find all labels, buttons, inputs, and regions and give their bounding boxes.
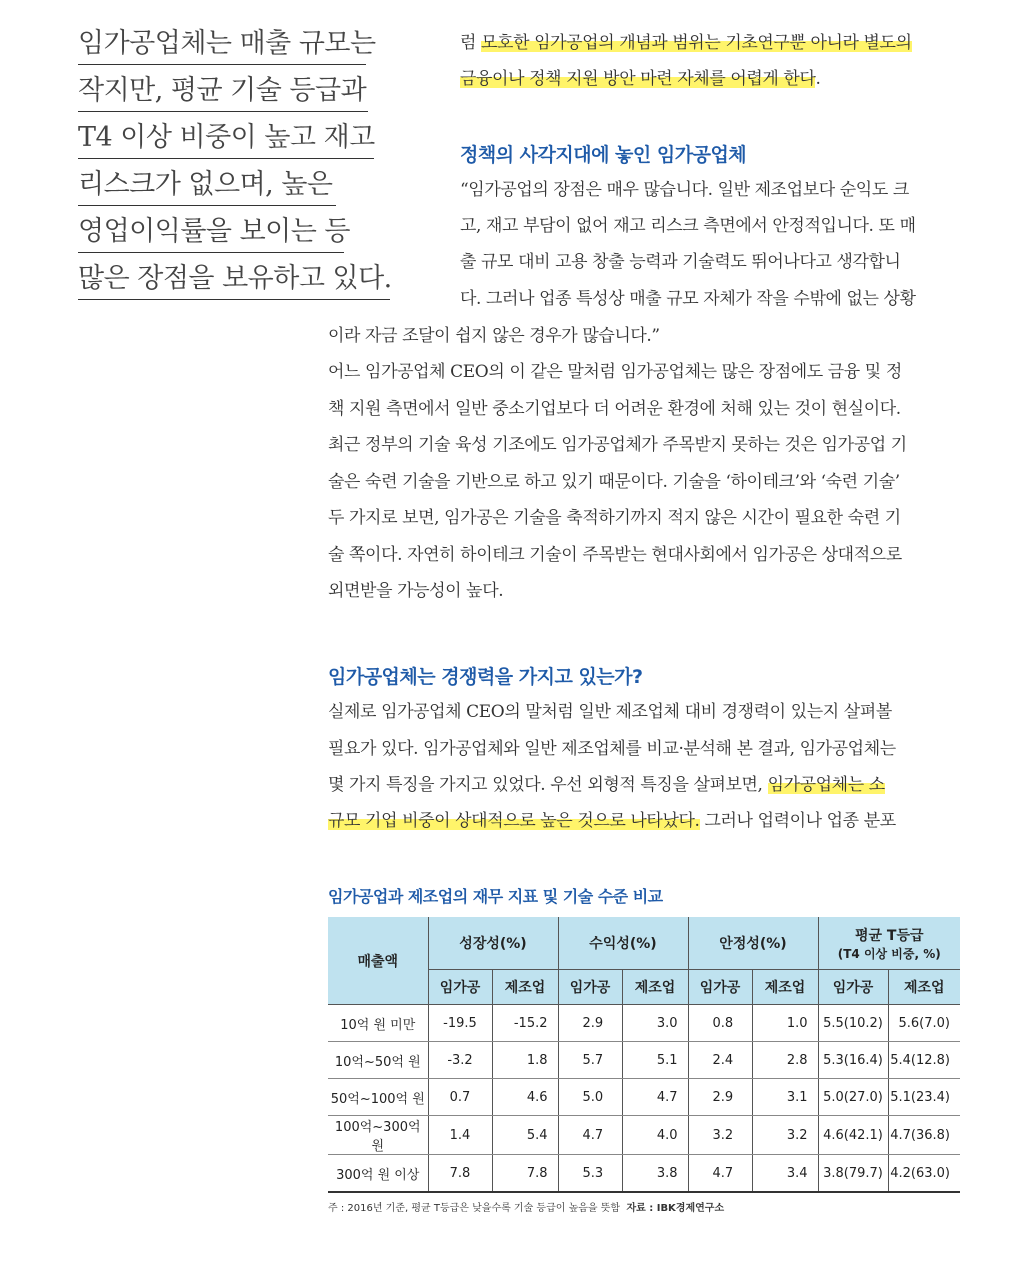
table-source: 자료 : IBK경제연구소	[626, 1203, 725, 1214]
section1-line: “임가공업의 장점은 매우 많습니다. 일반 제조업보다 순익도 크	[460, 180, 909, 200]
section2-line: 실제로 임가공업체 CEO의 말처럼 일반 제조업체 대비 경쟁력이 있는지 살펴볼	[328, 702, 892, 722]
header-revenue: 매출액	[328, 917, 428, 1005]
subheader: 임가공	[428, 970, 492, 1005]
row-label: 300억 원 이상	[328, 1155, 428, 1193]
section2-highlight: 임가공업체는 소	[767, 775, 885, 795]
cell: 7.8	[492, 1155, 558, 1193]
section1-line: 출 규모 대비 고용 창출 능력과 기술력도 뛰어나다고 생각합니	[460, 252, 901, 272]
cell: 4.7	[622, 1079, 688, 1116]
cell: 5.6(7.0)	[888, 1005, 960, 1042]
pull-quote-line: T4 이상 비중이 높고 재고	[78, 118, 374, 159]
section2-text: 그러나 업력이나 업종 분포	[699, 811, 896, 831]
subheader: 임가공	[558, 970, 622, 1005]
cell: 2.9	[558, 1005, 622, 1042]
cell: 3.4	[752, 1155, 818, 1193]
cell: 3.8	[622, 1155, 688, 1193]
cell: -3.2	[428, 1042, 492, 1079]
section2-heading: 임가공업체는 경쟁력을 가지고 있는가?	[328, 666, 643, 688]
section2-line	[328, 806, 896, 831]
pull-quote	[78, 24, 392, 306]
subheader: 임가공	[688, 970, 752, 1005]
intro-highlight: 모호한 임가공업의 개념과 범위는 기초연구뿐 아니라 별도의	[481, 33, 912, 53]
intro-line-2	[460, 64, 820, 89]
cell: 0.8	[688, 1005, 752, 1042]
cell: 5.4	[492, 1116, 558, 1155]
subheader: 제조업	[622, 970, 688, 1005]
intro-line-1	[460, 28, 912, 53]
cell: 4.2(63.0)	[888, 1155, 960, 1193]
section1-line: 술 쪽이다. 자연히 하이테크 기술이 주목받는 현대사회에서 임가공은 상대적으로	[328, 545, 902, 565]
section1-line: 술은 숙련 기술을 기반으로 하고 있기 때문이다. 기술을 ‘하이테크’와 ‘숙련 기술’	[328, 472, 900, 492]
cell: 3.2	[752, 1116, 818, 1155]
section1-line: 외면받을 가능성이 높다.	[328, 581, 504, 601]
cell: 5.3	[558, 1155, 622, 1193]
cell: 3.8(79.7)	[818, 1155, 888, 1193]
pull-quote-line: 작지만, 평균 기술 등급과	[78, 71, 368, 112]
cell: 3.0	[622, 1005, 688, 1042]
section1-line: 다. 그러나 업종 특성상 매출 규모 자체가 작을 수밖에 없는 상황	[460, 289, 916, 309]
cell: 5.1(23.4)	[888, 1079, 960, 1116]
intro-text: .	[815, 69, 821, 89]
cell: 2.9	[688, 1079, 752, 1116]
subheader: 제조업	[492, 970, 558, 1005]
header-growth: 성장성(%)	[428, 917, 558, 970]
section2-text: 몇 가지 특징을 가지고 있었다. 우선 외형적 특징을 살펴보면,	[328, 775, 768, 795]
cell: 3.2	[688, 1116, 752, 1155]
cell: 5.7	[558, 1042, 622, 1079]
section1-line: 두 가지로 보면, 임가공은 기술을 축적하기까지 적지 않은 시간이 필요한 숙련 기	[328, 508, 901, 528]
subheader: 임가공	[818, 970, 888, 1005]
section1-line: 고, 재고 부담이 없어 재고 리스크 측면에서 안정적입니다. 또 매	[460, 216, 916, 236]
intro-highlight: 금융이나 정책 지원 방안 마련 자체를 어렵게 한다	[460, 69, 816, 89]
comparison-table	[328, 917, 960, 1193]
row-label: 10억 원 미만	[328, 1005, 428, 1042]
cell: 5.5(10.2)	[818, 1005, 888, 1042]
header-profitability: 수익성(%)	[558, 917, 688, 970]
table-row	[328, 1116, 960, 1155]
cell: 4.7	[688, 1155, 752, 1193]
cell: -15.2	[492, 1005, 558, 1042]
section1-line: 이라 자금 조달이 쉽지 않은 경우가 많습니다.”	[328, 326, 660, 346]
table-note-text: 주 : 2016년 기준, 평균 T등급은 낮을수록 기술 등급이 높음을 뜻함	[328, 1203, 621, 1214]
table-caption: 임가공업과 제조업의 재무 지표 및 기술 수준 비교	[328, 887, 663, 906]
cell: 4.0	[622, 1116, 688, 1155]
row-label: 100억~300억 원	[328, 1116, 428, 1155]
table-row	[328, 1079, 960, 1116]
pull-quote-line: 많은 장점을 보유하고 있다.	[78, 259, 390, 300]
cell: 2.8	[752, 1042, 818, 1079]
table-row	[328, 1155, 960, 1193]
cell: 5.0	[558, 1079, 622, 1116]
cell: 5.1	[622, 1042, 688, 1079]
cell: 0.7	[428, 1079, 492, 1116]
header-tech-grade-line1: 평균 T등급	[854, 927, 924, 944]
intro-text: 럼	[460, 33, 482, 53]
section1-line: 최근 정부의 기술 육성 기조에도 임가공업체가 주목받지 못하는 것은 임가공업 기	[328, 435, 907, 455]
cell: 4.6	[492, 1079, 558, 1116]
cell: 4.7(36.8)	[888, 1116, 960, 1155]
header-tech-grade-line2: (T4 이상 비중, %)	[837, 946, 941, 961]
section1-heading: 정책의 사각지대에 놓인 임가공업체	[460, 144, 747, 166]
cell: 2.4	[688, 1042, 752, 1079]
row-label: 10억~50억 원	[328, 1042, 428, 1079]
cell: 4.7	[558, 1116, 622, 1155]
subheader: 제조업	[752, 970, 818, 1005]
row-label: 50억~100억 원	[328, 1079, 428, 1116]
pull-quote-line: 영업이익률을 보이는 등	[78, 212, 344, 253]
cell: 4.6(42.1)	[818, 1116, 888, 1155]
cell: 1.0	[752, 1005, 818, 1042]
cell: -19.5	[428, 1005, 492, 1042]
section1-line: 어느 임가공업체 CEO의 이 같은 말처럼 임가공업체는 많은 장점에도 금융 및 정	[328, 362, 902, 382]
header-stability: 안정성(%)	[688, 917, 818, 970]
cell: 5.0(27.0)	[818, 1079, 888, 1116]
cell: 1.4	[428, 1116, 492, 1155]
cell: 5.3(16.4)	[818, 1042, 888, 1079]
table-note	[328, 1199, 724, 1214]
cell: 7.8	[428, 1155, 492, 1193]
cell: 5.4(12.8)	[888, 1042, 960, 1079]
section2-line: 필요가 있다. 임가공업체와 일반 제조업체를 비교·분석해 본 결과, 임가공업체는	[328, 739, 896, 759]
cell: 1.8	[492, 1042, 558, 1079]
pull-quote-line: 임가공업체는 매출 규모는	[78, 24, 366, 65]
section2-highlight: 규모 기업 비중이 상대적으로 높은 것으로 나타났다.	[328, 811, 700, 831]
header-tech-grade	[818, 917, 960, 970]
table-row	[328, 1005, 960, 1042]
section2-line	[328, 770, 885, 795]
cell: 3.1	[752, 1079, 818, 1116]
subheader: 제조업	[888, 970, 960, 1005]
table-row	[328, 1042, 960, 1079]
pull-quote-line: 리스크가 없으며, 높은	[78, 165, 336, 206]
section1-line: 책 지원 측면에서 일반 중소기업보다 더 어려운 환경에 처해 있는 것이 현실이다.	[328, 399, 901, 419]
